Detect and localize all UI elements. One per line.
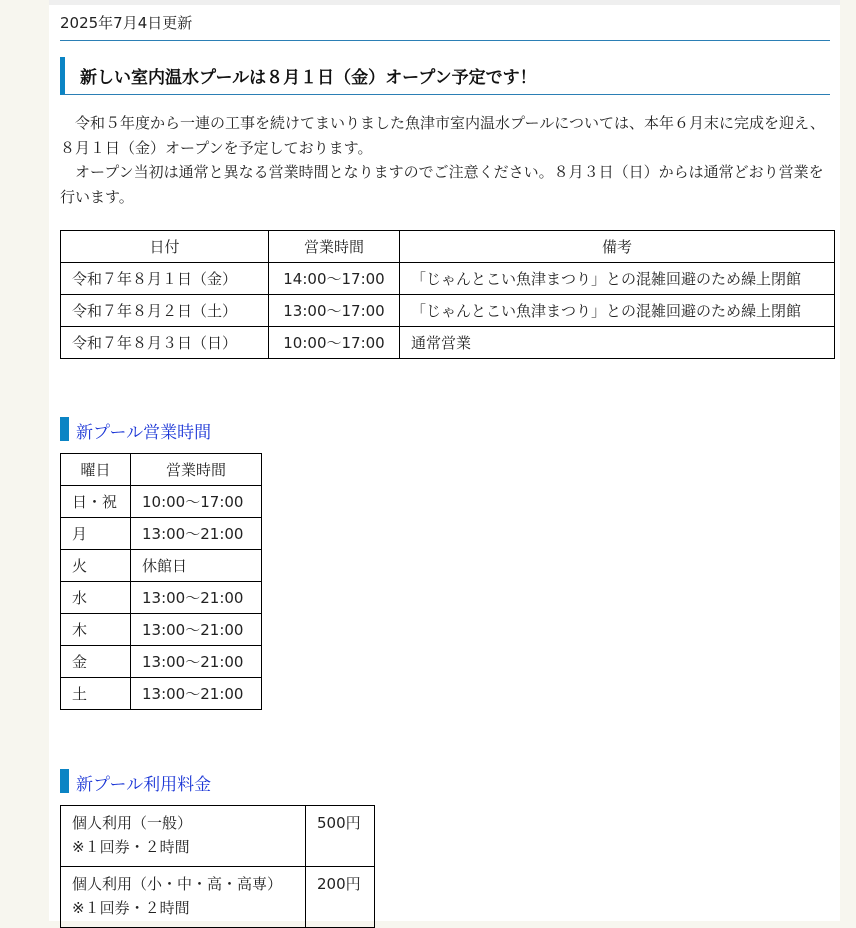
fee-name-cell [61,806,306,867]
fee-price: 200円 [306,867,375,928]
cell-day: 日・祝 [61,486,131,518]
intro-paragraph-2: オープン当初は通常と異なる営業時間となりますのでご注意ください。８月３日（日）からは通常どおり営業を行います。 [60,163,824,206]
update-date: 2025年7月4日更新 [60,14,193,32]
table-row [61,518,262,550]
cell-hours: 14:00～17:00 [269,263,400,295]
cell-hours: 13:00～21:00 [131,582,262,614]
fee-heading-text: 新プール利用料金 [76,775,212,795]
cell-day: 金 [61,646,131,678]
header-hours: 営業時間 [131,454,262,486]
top-divider [49,0,840,5]
cell-hours: 13:00～21:00 [131,614,262,646]
table-header-row [61,231,835,263]
table-header-row [61,454,262,486]
cell-date: 令和７年８月３日（日） [61,327,269,359]
cell-day: 土 [61,678,131,710]
cell-hours: 13:00～21:00 [131,646,262,678]
heading-accent-bar [60,417,69,441]
fee-price: 500円 [306,806,375,867]
header-remarks: 備考 [400,231,835,263]
table-row [61,678,262,710]
header-hours: 営業時間 [269,231,400,263]
table-row [61,295,835,327]
table-row [61,486,262,518]
content-area [49,0,840,921]
table-row [61,614,262,646]
cell-date: 令和７年８月１日（金） [61,263,269,295]
cell-day: 月 [61,518,131,550]
fee-name-cell [61,867,306,928]
cell-remarks: 「じゃんとこい魚津まつり」との混雑回避のため繰上閉館 [400,295,835,327]
fee-note: ※１回券・２時間 [72,899,190,917]
table-row [61,550,262,582]
cell-day: 火 [61,550,131,582]
table-row [61,263,835,295]
table-row [61,327,835,359]
fee-table [60,805,375,928]
cell-hours: 10:00～17:00 [131,486,262,518]
fee-note: ※１回券・２時間 [72,838,190,856]
cell-hours: 13:00～21:00 [131,678,262,710]
cell-remarks: 通常営業 [400,327,835,359]
cell-hours: 10:00～17:00 [269,327,400,359]
cell-day: 木 [61,614,131,646]
cell-date: 令和７年８月２日（土） [61,295,269,327]
weekly-hours-table [60,453,262,710]
intro-paragraph-1: 令和５年度から一連の工事を続けてまいりました魚津市室内温水プールについては、本年６月末に完成を迎え、８月１日（金）オープンを予定しております。 [60,114,825,157]
table-row [61,646,262,678]
hours-heading-text: 新プール営業時間 [76,423,212,443]
page-title: 新しい室内温水プールは８月１日（金）オープン予定です！ [80,68,537,88]
opening-schedule-table [60,230,835,359]
table-row [61,582,262,614]
cell-hours: 13:00～21:00 [131,518,262,550]
header-day: 曜日 [61,454,131,486]
page-title-block [60,57,830,95]
cell-remarks: 「じゃんとこい魚津まつり」との混雑回避のため繰上閉館 [400,263,835,295]
date-divider [60,40,830,41]
table-row [61,806,375,867]
header-date: 日付 [61,231,269,263]
fee-name: 個人利用（一般） [72,814,193,832]
heading-accent-bar [60,769,69,793]
fee-name: 個人利用（小・中・高・高専） [72,875,283,893]
cell-hours: 休館日 [131,550,262,582]
cell-hours: 13:00～17:00 [269,295,400,327]
cell-day: 水 [61,582,131,614]
table-row [61,867,375,928]
